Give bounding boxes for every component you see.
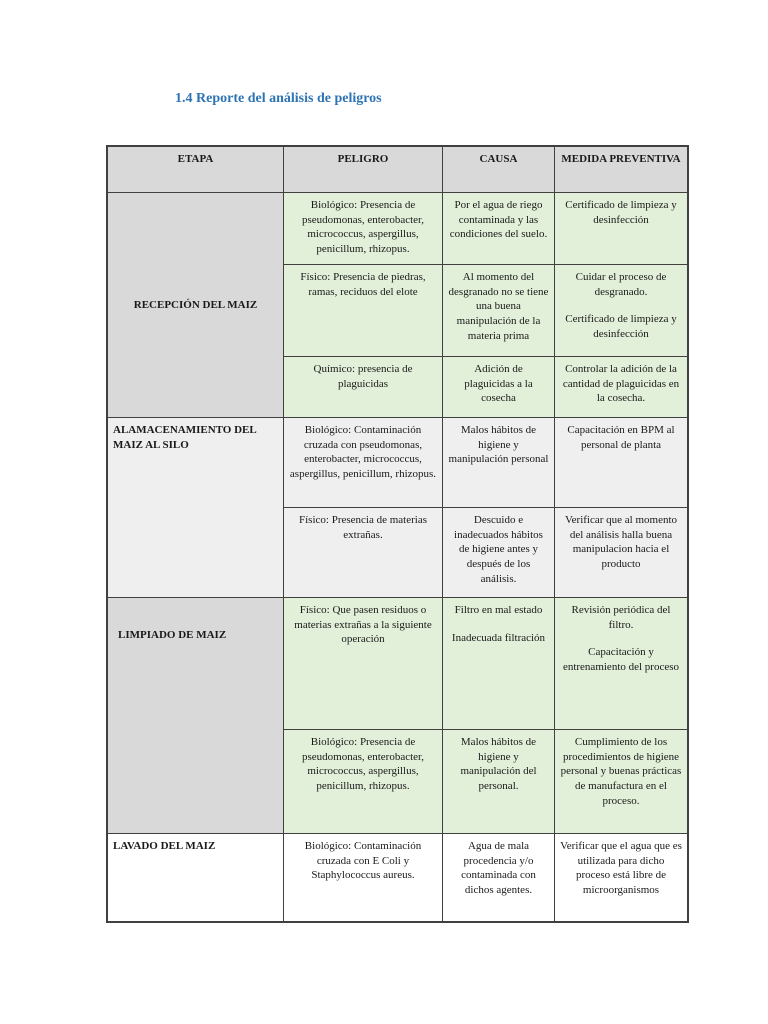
medida-text: Verificar que el agua que es utilizada para dicho proceso está libre de microorganismos <box>560 840 682 896</box>
medida-text: Certificado de limpieza y desinfección <box>565 313 677 340</box>
peligro-cell: Biológico: Contaminación cruzada con E Coli y Staphylococcus aureus. <box>284 834 443 922</box>
medida-cell <box>555 834 689 922</box>
causa-text: Inadecuada filtración <box>451 631 546 644</box>
medida-cell <box>555 357 689 418</box>
medida-text: Capacitación en BPM al personal de planta <box>567 424 675 451</box>
peligro-cell: Químico: presencia de plaguicidas <box>284 357 443 418</box>
medida-text: Cumplimiento de los procedimientos de higiene personal y buenas prácticas de manufactura en el proceso. <box>560 736 682 807</box>
medida-cell <box>555 265 689 357</box>
medida-text: Controlar la adición de la cantidad de plaguicidas en la cosecha. <box>562 363 680 405</box>
peligro-cell: Biológico: Contaminación cruzada con pseudomonas, enterobacter, micrococcus, aspergillus, penicillum, rhizopus. <box>284 418 443 508</box>
medida-text: Revisión periódica del filtro. <box>571 604 671 631</box>
peligro-cell: Biológico: Presencia de pseudomonas, enterobacter, micrococcus, aspergillus, penicillum, rhizopus. <box>284 730 443 834</box>
causa-text: Filtro en mal estado <box>454 604 543 616</box>
header-peligro: PELIGRO <box>284 146 443 193</box>
causa-cell: Al momento del desgranado no se tiene una buena manipulación de la materia prima <box>443 265 555 357</box>
peligro-cell: Físico: Presencia de materias extrañas. <box>284 508 443 598</box>
peligro-cell: Físico: Presencia de piedras, ramas, reciduos del elote <box>284 265 443 357</box>
medida-cell <box>555 598 689 730</box>
medida-cell <box>555 193 689 265</box>
hazard-analysis-table <box>106 145 689 923</box>
causa-cell <box>443 598 555 730</box>
causa-cell: Malos hábitos de higiene y manipulación personal <box>443 418 555 508</box>
table-header-row <box>107 146 688 193</box>
header-etapa: ETAPA <box>107 146 284 193</box>
medida-cell <box>555 730 689 834</box>
causa-cell: Agua de mala procedencia y/o contaminada con dichos agentes. <box>443 834 555 922</box>
medida-cell <box>555 508 689 598</box>
stage-lavado: LAVADO DEL MAIZ <box>107 834 284 922</box>
stage-recepcion: RECEPCIÓN DEL MAIZ <box>107 193 284 418</box>
table-row <box>107 598 688 730</box>
stage-almacenamiento: ALAMACENAMIENTO DEL MAIZ AL SILO <box>107 418 284 598</box>
header-medida-preventiva: MEDIDA PREVENTIVA <box>555 146 689 193</box>
medida-text: Certificado de limpieza y desinfección <box>565 199 677 226</box>
stage-limpiado: LIMPIADO DE MAIZ <box>107 598 284 834</box>
page-title: 1.4 Reporte del análisis de peligros <box>175 91 382 106</box>
header-causa: CAUSA <box>443 146 555 193</box>
causa-cell: Adición de plaguicidas a la cosecha <box>443 357 555 418</box>
causa-cell: Por el agua de riego contaminada y las condiciones del suelo. <box>443 193 555 265</box>
table-row <box>107 193 688 265</box>
causa-cell: Malos hábitos de higiene y manipulación del personal. <box>443 730 555 834</box>
medida-text: Verificar que al momento del análisis halla buena manipulacion hacia el producto <box>564 514 678 570</box>
peligro-cell: Biológico: Presencia de pseudomonas, enterobacter, micrococcus, aspergillus, penicillum, rhizopus. <box>284 193 443 265</box>
medida-cell <box>555 418 689 508</box>
peligro-cell: Físico: Que pasen residuos o materias extrañas a la siguiente operación <box>284 598 443 730</box>
medida-text: Capacitación y entrenamiento del proceso <box>562 646 680 673</box>
table-row <box>107 418 688 508</box>
medida-text: Cuidar el proceso de desgranado. <box>575 271 667 298</box>
causa-cell: Descuido e inadecuados hábitos de higiene antes y después de los análisis. <box>443 508 555 598</box>
table-row <box>107 834 688 922</box>
